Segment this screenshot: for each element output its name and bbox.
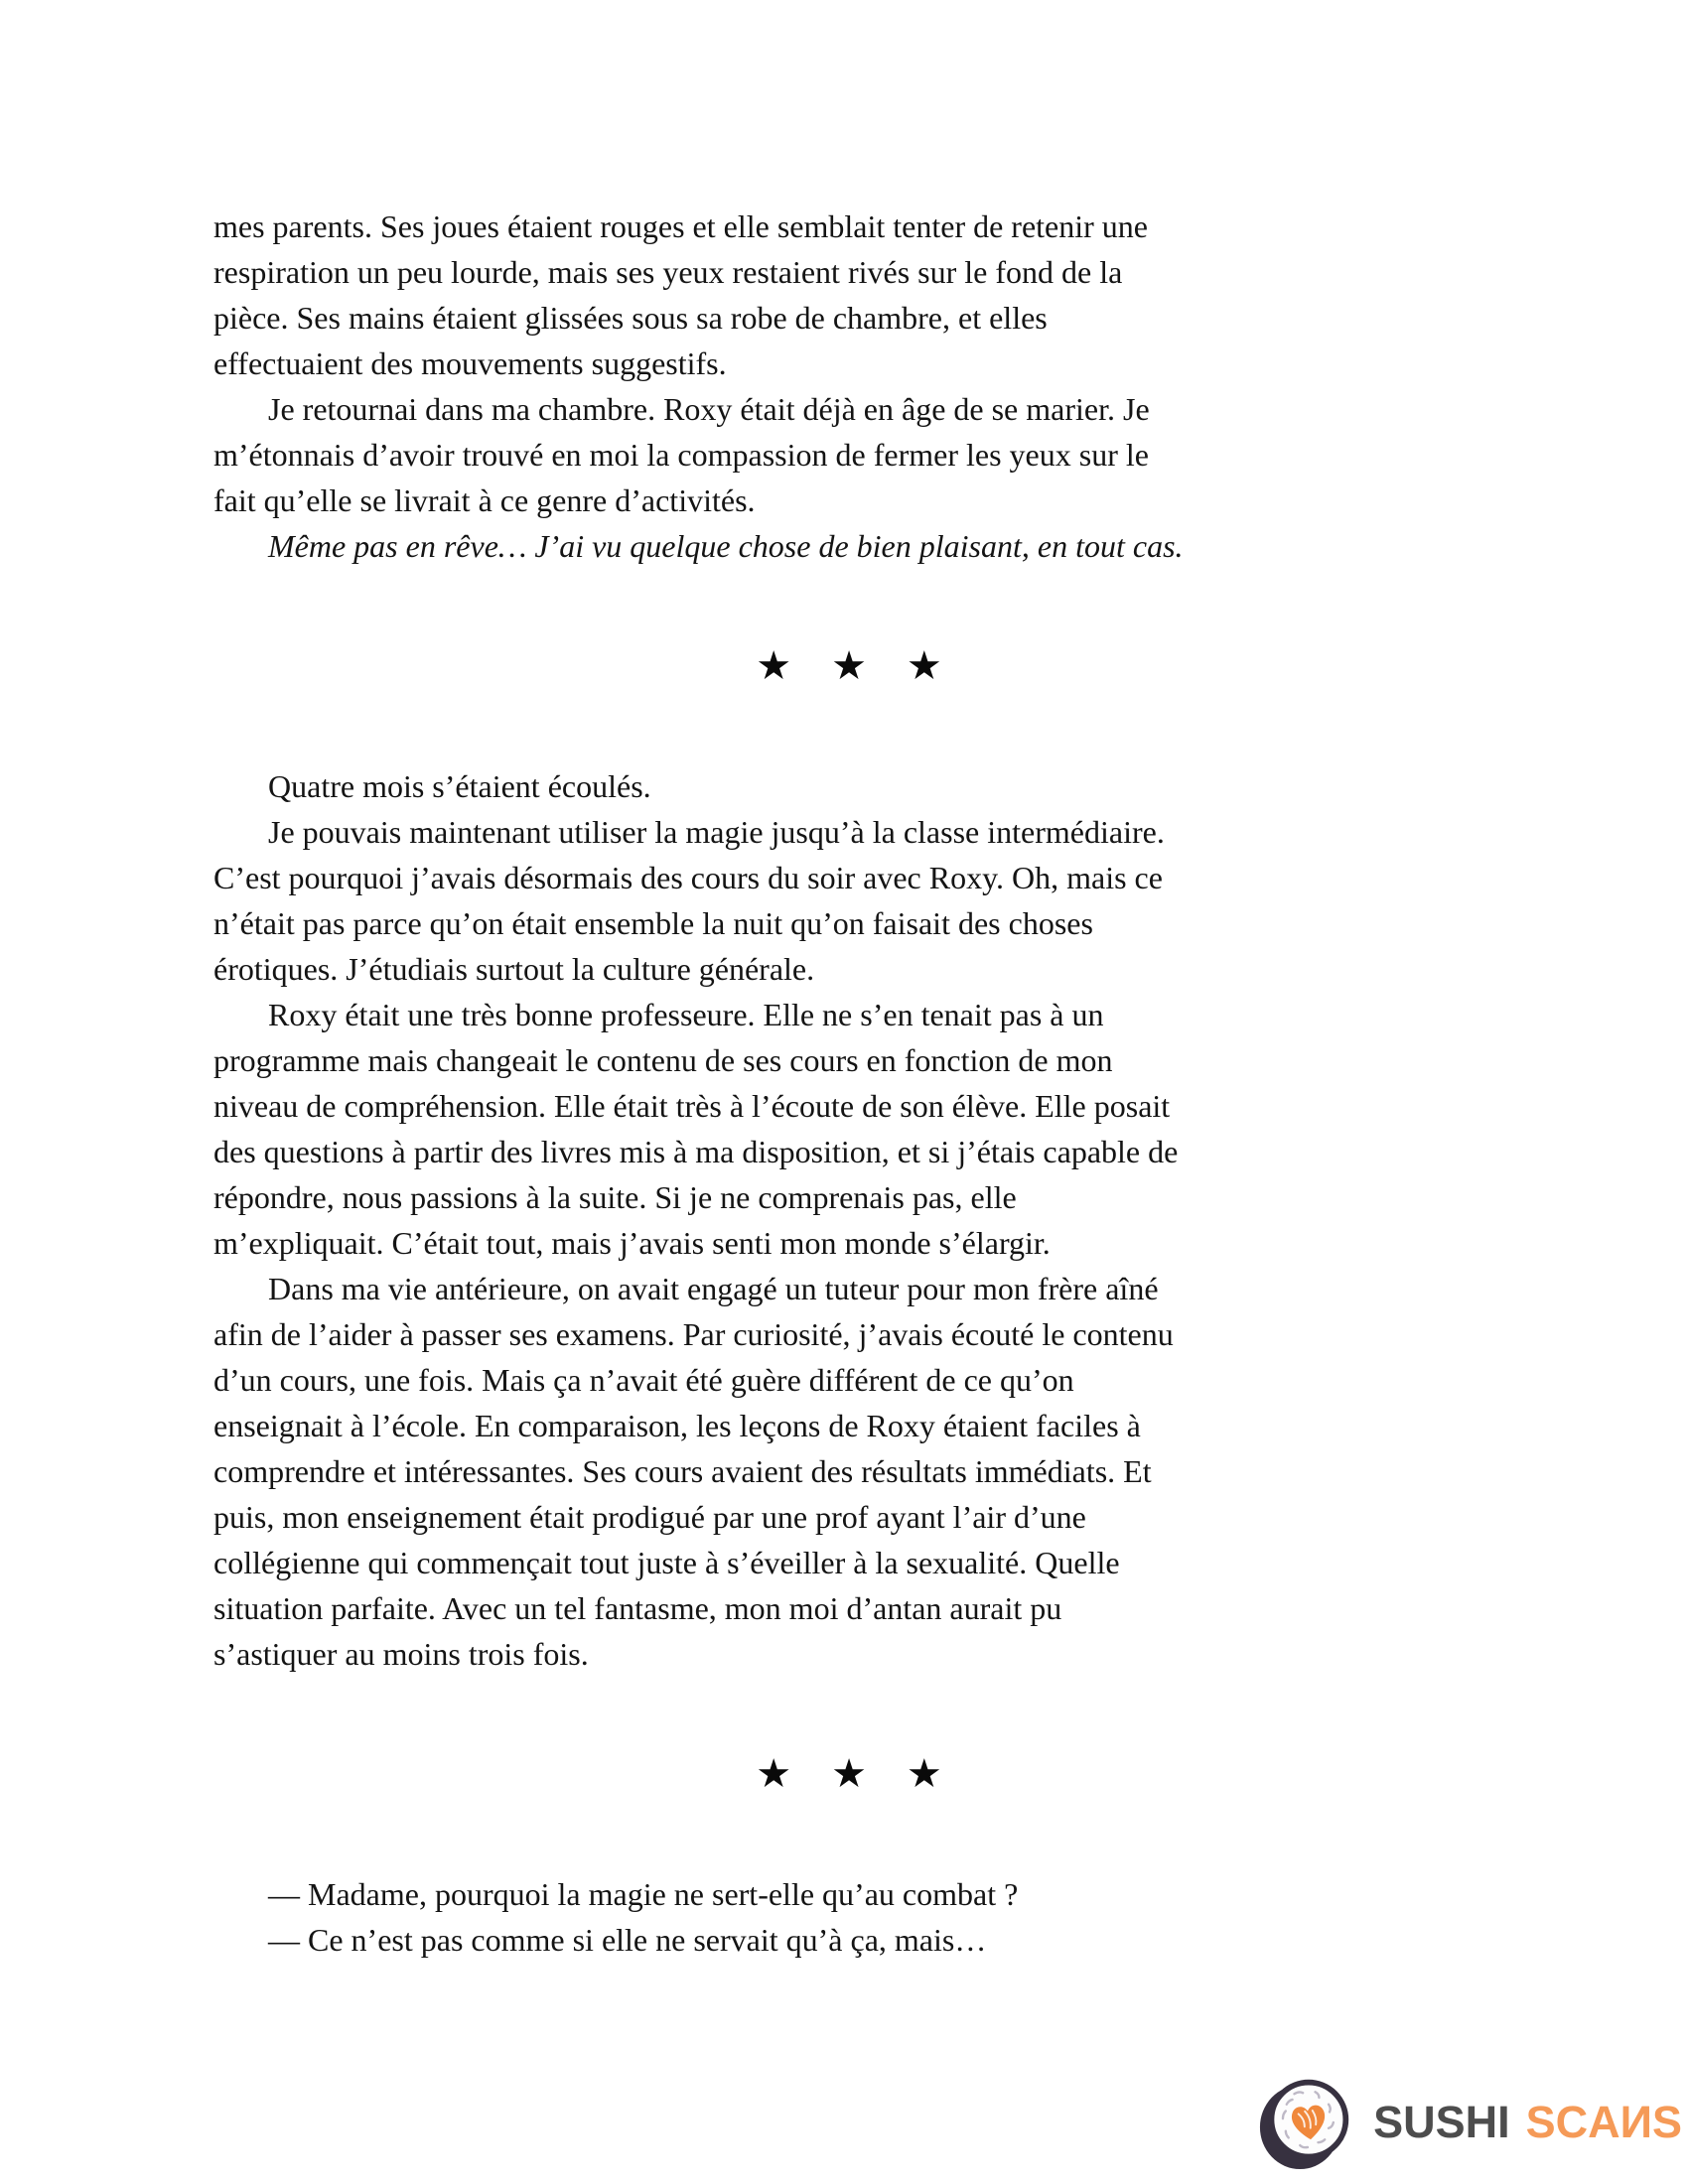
text-line: d’un cours, une fois. Mais ça n’avait été guère différent de ce qu’on (213, 1362, 1074, 1398)
text-line: programme mais changeait le contenu de ses cours en fonction de mon (213, 1042, 1113, 1078)
text-line: — Ce n’est pas comme si elle ne servait qu’à ça, mais… (268, 1922, 987, 1958)
text-line: m’expliquait. C’était tout, mais j’avais senti mon monde s’élargir. (213, 1225, 1051, 1261)
brand-scans: SCAИS (1525, 2097, 1682, 2147)
text-line: pièce. Ses mains étaient glissées sous sa robe de chambre, et elles (213, 300, 1048, 336)
text-line: m’étonnais d’avoir trouvé en moi la compassion de fermer les yeux sur le (213, 437, 1149, 473)
brand-sushi: SUSHI (1373, 2097, 1510, 2147)
text-line: C’est pourquoi j’avais désormais des cours du soir avec Roxy. Oh, mais ce (213, 860, 1163, 895)
paragraph (213, 992, 1484, 1266)
star-icon: ★ (756, 643, 792, 688)
text-line: érotiques. J’étudiais surtout la culture générale. (213, 951, 815, 987)
brand-wordmark (1373, 2097, 1682, 2148)
text-line: comprendre et intéressantes. Ses cours avaient des résultats immédiats. Et (213, 1453, 1152, 1489)
text-line: Je retournai dans ma chambre. Roxy était déjà en âge de se marier. Je (268, 391, 1150, 427)
text-line: Quatre mois s’étaient écoulés. (268, 768, 651, 804)
section-separator (213, 643, 1484, 689)
text-line: des questions à partir des livres mis à ma disposition, et si j’étais capable de (213, 1134, 1179, 1169)
paragraph (213, 1266, 1484, 1677)
star-icon: ★ (831, 1751, 867, 1796)
text-line: collégienne qui commençait tout juste à s’éveiller à la sexualité. Quelle (213, 1545, 1120, 1580)
text-line: répondre, nous passions à la suite. Si je ne comprenais pas, elle (213, 1179, 1017, 1215)
paragraph (213, 1871, 1484, 1917)
paragraph (213, 1917, 1484, 1963)
text-line: niveau de compréhension. Elle était très à l’écoute de son élève. Elle posait (213, 1088, 1171, 1124)
text-line: Je pouvais maintenant utiliser la magie jusqu’à la classe intermédiaire. (268, 814, 1165, 850)
paragraph (213, 204, 1484, 386)
text-line: afin de l’aider à passer ses examens. Par curiosité, j’avais écouté le contenu (213, 1316, 1174, 1352)
text-line: effectuaient des mouvements suggestifs. (213, 345, 727, 381)
paragraph (213, 809, 1484, 992)
text-line: Dans ma vie antérieure, on avait engagé un tuteur pour mon frère aîné (268, 1271, 1159, 1306)
star-icon: ★ (831, 643, 867, 688)
star-icon: ★ (756, 1751, 792, 1796)
star-icon: ★ (906, 1751, 942, 1796)
section-separator (213, 1751, 1484, 1797)
sushi-roll-icon (1258, 2073, 1353, 2172)
text-line: s’astiquer au moins trois fois. (213, 1636, 589, 1672)
text-line: situation parfaite. Avec un tel fantasme, mon moi d’antan aurait pu (213, 1590, 1062, 1626)
text-line: enseignait à l’école. En comparaison, les leçons de Roxy étaient faciles à (213, 1408, 1141, 1443)
text-line: n’était pas parce qu’on était ensemble la nuit qu’on faisait des choses (213, 905, 1093, 941)
text-line: puis, mon enseignement était prodigué par une prof ayant l’air d’une (213, 1499, 1086, 1535)
paragraph (213, 523, 1484, 569)
text-line: Roxy était une très bonne professeure. Elle ne s’en tenait pas à un (268, 997, 1104, 1032)
text-line: fait qu’elle se livrait à ce genre d’activités. (213, 482, 756, 518)
text-line: mes parents. Ses joues étaient rouges et elle semblait tenter de retenir une (213, 208, 1148, 244)
sushi-scans-logo (1258, 2073, 1682, 2172)
star-icon: ★ (906, 643, 942, 688)
text-line: respiration un peu lourde, mais ses yeux restaient rivés sur le fond de la (213, 254, 1123, 290)
text-column (213, 204, 1484, 1963)
paragraph (213, 763, 1484, 809)
paragraph (213, 386, 1484, 523)
text-line: Même pas en rêve… J’ai vu quelque chose de bien plaisant, en tout cas. (268, 528, 1184, 564)
text-line: — Madame, pourquoi la magie ne sert-elle qu’au combat ? (268, 1876, 1019, 1912)
